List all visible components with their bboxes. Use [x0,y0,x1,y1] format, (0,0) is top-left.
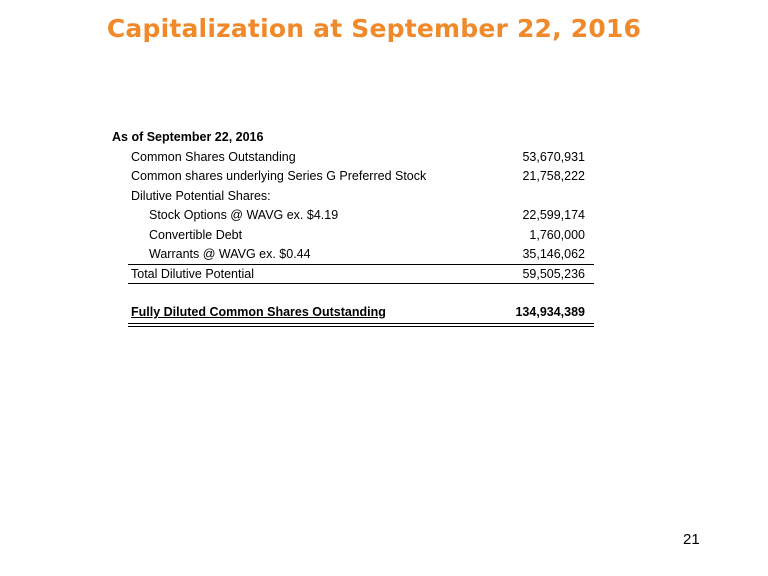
table-row [112,167,594,187]
row-label: Dilutive Potential Shares: [131,188,271,203]
row-label: Convertible Debt [149,227,243,242]
capitalization-table [112,128,594,323]
total-row [112,265,594,285]
row-label: Warrants @ WAVG ex. $0.44 [149,247,311,261]
row-label: Common Shares Outstanding [131,149,296,164]
table-row [112,187,594,207]
row-value: 35,146,062 [522,247,585,261]
spacer [112,284,594,303]
table-row [112,226,594,246]
page-number: 21 [683,531,700,548]
row-value: 1,760,000 [529,227,585,242]
grand-total-value: 134,934,389 [515,305,585,319]
row-value: 53,670,931 [522,149,585,164]
table-row [112,206,594,226]
row-value: 21,758,222 [522,169,585,183]
table-header: As of September 22, 2016 [112,130,264,144]
grand-total-double-rule [128,323,594,327]
total-rule [128,283,594,284]
row-label: Stock Options @ WAVG ex. $4.19 [149,208,339,222]
row-label: Common shares underlying Series G Preferred Stock [131,169,427,183]
total-label: Total Dilutive Potential [131,266,254,281]
page-title: Capitalization at September 22, 2016 [106,14,642,43]
grand-total-label: Fully Diluted Common Shares Outstanding [131,305,386,319]
table-row [112,245,594,265]
table-row [112,148,594,168]
grand-total-row [112,303,594,323]
row-value: 22,599,174 [522,208,585,222]
total-value: 59,505,236 [522,266,585,281]
table-header-row [112,128,594,148]
